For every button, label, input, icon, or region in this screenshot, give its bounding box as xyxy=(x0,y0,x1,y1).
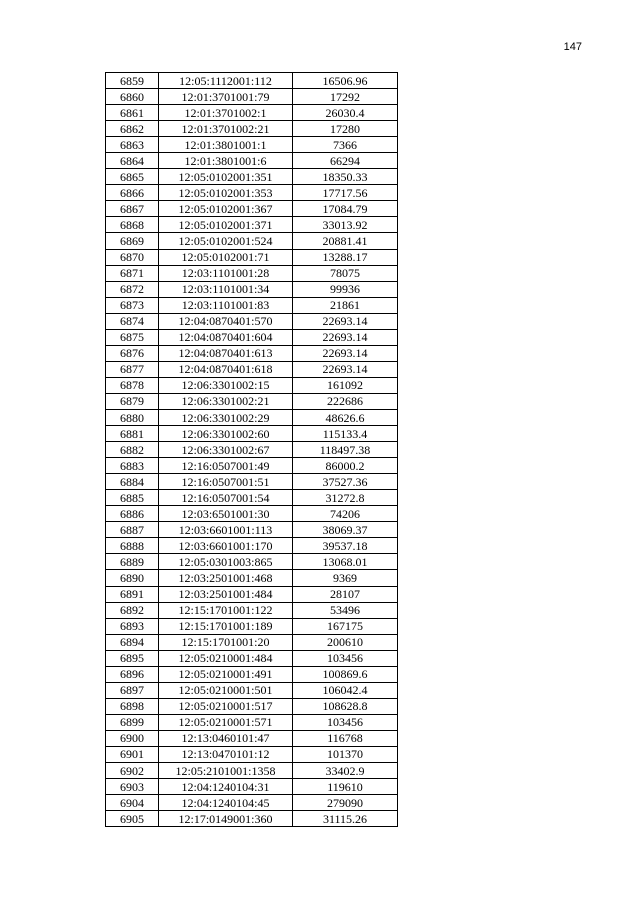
value-cell: 22693.14 xyxy=(293,329,398,345)
row-number-cell: 6873 xyxy=(106,297,159,313)
row-number-cell: 6900 xyxy=(106,730,159,746)
value-cell: 106042.4 xyxy=(293,682,398,698)
table-row xyxy=(106,730,398,746)
value-cell: 17292 xyxy=(293,89,398,105)
row-number-cell: 6877 xyxy=(106,361,159,377)
table-row xyxy=(106,265,398,281)
row-number-cell: 6899 xyxy=(106,714,159,730)
value-cell: 26030.4 xyxy=(293,105,398,121)
value-cell: 38069.37 xyxy=(293,522,398,538)
table-body xyxy=(106,73,398,827)
cadastral-number-cell: 12:05:0102001:524 xyxy=(159,233,293,249)
table-row xyxy=(106,297,398,313)
row-number-cell: 6859 xyxy=(106,73,159,89)
cadastral-number-cell: 12:03:6601001:170 xyxy=(159,538,293,554)
cadastral-number-cell: 12:06:3301002:67 xyxy=(159,442,293,458)
table-row xyxy=(106,714,398,730)
table-row xyxy=(106,763,398,779)
value-cell: 22693.14 xyxy=(293,361,398,377)
value-cell: 222686 xyxy=(293,393,398,409)
row-number-cell: 6868 xyxy=(106,217,159,233)
table-row xyxy=(106,153,398,169)
row-number-cell: 6865 xyxy=(106,169,159,185)
row-number-cell: 6880 xyxy=(106,409,159,425)
cadastral-number-cell: 12:04:1240104:45 xyxy=(159,795,293,811)
cadastral-number-cell: 12:06:3301002:29 xyxy=(159,409,293,425)
cadastral-number-cell: 12:03:1101001:28 xyxy=(159,265,293,281)
row-number-cell: 6889 xyxy=(106,554,159,570)
value-cell: 9369 xyxy=(293,570,398,586)
value-cell: 48626.6 xyxy=(293,409,398,425)
table-row xyxy=(106,634,398,650)
row-number-cell: 6861 xyxy=(106,105,159,121)
data-table xyxy=(105,72,398,827)
cadastral-number-cell: 12:05:0210001:571 xyxy=(159,714,293,730)
cadastral-number-cell: 12:01:3701002:1 xyxy=(159,105,293,121)
value-cell: 18350.33 xyxy=(293,169,398,185)
value-cell: 103456 xyxy=(293,650,398,666)
row-number-cell: 6872 xyxy=(106,281,159,297)
value-cell: 103456 xyxy=(293,714,398,730)
page-number: 147 xyxy=(563,41,582,53)
value-cell: 161092 xyxy=(293,377,398,393)
row-number-cell: 6903 xyxy=(106,779,159,795)
row-number-cell: 6895 xyxy=(106,650,159,666)
row-number-cell: 6864 xyxy=(106,153,159,169)
row-number-cell: 6866 xyxy=(106,185,159,201)
row-number-cell: 6905 xyxy=(106,811,159,827)
cadastral-number-cell: 12:05:0301003:865 xyxy=(159,554,293,570)
table-row xyxy=(106,121,398,137)
value-cell: 66294 xyxy=(293,153,398,169)
row-number-cell: 6863 xyxy=(106,137,159,153)
table-row xyxy=(106,185,398,201)
cadastral-number-cell: 12:04:0870401:604 xyxy=(159,329,293,345)
value-cell: 17717.56 xyxy=(293,185,398,201)
value-cell: 101370 xyxy=(293,746,398,762)
value-cell: 37527.36 xyxy=(293,474,398,490)
row-number-cell: 6902 xyxy=(106,763,159,779)
value-cell: 108628.8 xyxy=(293,698,398,714)
value-cell: 22693.14 xyxy=(293,313,398,329)
table-row xyxy=(106,393,398,409)
row-number-cell: 6876 xyxy=(106,345,159,361)
value-cell: 33013.92 xyxy=(293,217,398,233)
value-cell: 167175 xyxy=(293,618,398,634)
cadastral-number-cell: 12:06:3301002:60 xyxy=(159,426,293,442)
row-number-cell: 6887 xyxy=(106,522,159,538)
value-cell: 86000.2 xyxy=(293,458,398,474)
table-row xyxy=(106,811,398,827)
value-cell: 200610 xyxy=(293,634,398,650)
row-number-cell: 6901 xyxy=(106,746,159,762)
row-number-cell: 6871 xyxy=(106,265,159,281)
cadastral-number-cell: 12:04:1240104:31 xyxy=(159,779,293,795)
cadastral-number-cell: 12:05:0210001:517 xyxy=(159,698,293,714)
value-cell: 115133.4 xyxy=(293,426,398,442)
cadastral-number-cell: 12:03:6501001:30 xyxy=(159,506,293,522)
value-cell: 116768 xyxy=(293,730,398,746)
table-row xyxy=(106,650,398,666)
row-number-cell: 6878 xyxy=(106,377,159,393)
row-number-cell: 6883 xyxy=(106,458,159,474)
value-cell: 20881.41 xyxy=(293,233,398,249)
value-cell: 33402.9 xyxy=(293,763,398,779)
cadastral-number-cell: 12:05:0210001:484 xyxy=(159,650,293,666)
row-number-cell: 6875 xyxy=(106,329,159,345)
cadastral-number-cell: 12:16:0507001:54 xyxy=(159,490,293,506)
value-cell: 16506.96 xyxy=(293,73,398,89)
cadastral-number-cell: 12:03:2501001:484 xyxy=(159,586,293,602)
cadastral-number-cell: 12:03:6601001:113 xyxy=(159,522,293,538)
value-cell: 21861 xyxy=(293,297,398,313)
table-row xyxy=(106,682,398,698)
row-number-cell: 6882 xyxy=(106,442,159,458)
row-number-cell: 6897 xyxy=(106,682,159,698)
cadastral-number-cell: 12:05:0210001:491 xyxy=(159,666,293,682)
cadastral-number-cell: 12:05:0102001:371 xyxy=(159,217,293,233)
row-number-cell: 6888 xyxy=(106,538,159,554)
table-row xyxy=(106,795,398,811)
table-row xyxy=(106,506,398,522)
value-cell: 13288.17 xyxy=(293,249,398,265)
cadastral-number-cell: 12:13:0470101:12 xyxy=(159,746,293,762)
table-row xyxy=(106,602,398,618)
row-number-cell: 6869 xyxy=(106,233,159,249)
cadastral-number-cell: 12:15:1701001:122 xyxy=(159,602,293,618)
table-row xyxy=(106,73,398,89)
table-row xyxy=(106,490,398,506)
cadastral-number-cell: 12:05:0102001:351 xyxy=(159,169,293,185)
row-number-cell: 6884 xyxy=(106,474,159,490)
row-number-cell: 6862 xyxy=(106,121,159,137)
table-row xyxy=(106,570,398,586)
row-number-cell: 6881 xyxy=(106,426,159,442)
row-number-cell: 6870 xyxy=(106,249,159,265)
cadastral-number-cell: 12:17:0149001:360 xyxy=(159,811,293,827)
row-number-cell: 6898 xyxy=(106,698,159,714)
value-cell: 279090 xyxy=(293,795,398,811)
table-row xyxy=(106,329,398,345)
table-row xyxy=(106,618,398,634)
row-number-cell: 6891 xyxy=(106,586,159,602)
value-cell: 17280 xyxy=(293,121,398,137)
cadastral-number-cell: 12:04:0870401:618 xyxy=(159,361,293,377)
table-row xyxy=(106,169,398,185)
cadastral-number-cell: 12:01:3801001:1 xyxy=(159,137,293,153)
row-number-cell: 6890 xyxy=(106,570,159,586)
value-cell: 7366 xyxy=(293,137,398,153)
table-row xyxy=(106,779,398,795)
cadastral-number-cell: 12:03:1101001:83 xyxy=(159,297,293,313)
table-row xyxy=(106,345,398,361)
table-row xyxy=(106,233,398,249)
table-row xyxy=(106,313,398,329)
value-cell: 22693.14 xyxy=(293,345,398,361)
cadastral-number-cell: 12:04:0870401:570 xyxy=(159,313,293,329)
table-row xyxy=(106,538,398,554)
value-cell: 99936 xyxy=(293,281,398,297)
row-number-cell: 6867 xyxy=(106,201,159,217)
row-number-cell: 6904 xyxy=(106,795,159,811)
row-number-cell: 6893 xyxy=(106,618,159,634)
value-cell: 119610 xyxy=(293,779,398,795)
cadastral-number-cell: 12:03:1101001:34 xyxy=(159,281,293,297)
table-row xyxy=(106,458,398,474)
cadastral-number-cell: 12:15:1701001:189 xyxy=(159,618,293,634)
value-cell: 78075 xyxy=(293,265,398,281)
row-number-cell: 6860 xyxy=(106,89,159,105)
value-cell: 31272.8 xyxy=(293,490,398,506)
row-number-cell: 6894 xyxy=(106,634,159,650)
table-row xyxy=(106,554,398,570)
table-row xyxy=(106,361,398,377)
table-row xyxy=(106,442,398,458)
table-row xyxy=(106,105,398,121)
value-cell: 39537.18 xyxy=(293,538,398,554)
cadastral-number-cell: 12:15:1701001:20 xyxy=(159,634,293,650)
cadastral-number-cell: 12:05:0102001:367 xyxy=(159,201,293,217)
table-row xyxy=(106,89,398,105)
value-cell: 53496 xyxy=(293,602,398,618)
row-number-cell: 6892 xyxy=(106,602,159,618)
value-cell: 74206 xyxy=(293,506,398,522)
value-cell: 28107 xyxy=(293,586,398,602)
cadastral-number-cell: 12:13:0460101:47 xyxy=(159,730,293,746)
cadastral-number-cell: 12:01:3701002:21 xyxy=(159,121,293,137)
value-cell: 31115.26 xyxy=(293,811,398,827)
cadastral-number-cell: 12:01:3801001:6 xyxy=(159,153,293,169)
cadastral-number-cell: 12:06:3301002:21 xyxy=(159,393,293,409)
cadastral-number-cell: 12:16:0507001:49 xyxy=(159,458,293,474)
cadastral-number-cell: 12:16:0507001:51 xyxy=(159,474,293,490)
row-number-cell: 6879 xyxy=(106,393,159,409)
cadastral-number-cell: 12:03:2501001:468 xyxy=(159,570,293,586)
table-row xyxy=(106,426,398,442)
cadastral-number-cell: 12:05:0102001:71 xyxy=(159,249,293,265)
table-row xyxy=(106,474,398,490)
cadastral-number-cell: 12:01:3701001:79 xyxy=(159,89,293,105)
row-number-cell: 6896 xyxy=(106,666,159,682)
value-cell: 13068.01 xyxy=(293,554,398,570)
table-row xyxy=(106,746,398,762)
row-number-cell: 6885 xyxy=(106,490,159,506)
table-row xyxy=(106,377,398,393)
value-cell: 17084.79 xyxy=(293,201,398,217)
value-cell: 118497.38 xyxy=(293,442,398,458)
cadastral-number-cell: 12:05:0210001:501 xyxy=(159,682,293,698)
cadastral-number-cell: 12:05:2101001:1358 xyxy=(159,763,293,779)
table-row xyxy=(106,522,398,538)
table-row xyxy=(106,698,398,714)
table-row xyxy=(106,666,398,682)
table-row xyxy=(106,281,398,297)
row-number-cell: 6874 xyxy=(106,313,159,329)
value-cell: 100869.6 xyxy=(293,666,398,682)
cadastral-number-cell: 12:05:0102001:353 xyxy=(159,185,293,201)
table-row xyxy=(106,409,398,425)
cadastral-number-cell: 12:06:3301002:15 xyxy=(159,377,293,393)
table-row xyxy=(106,249,398,265)
table-row xyxy=(106,217,398,233)
table-row xyxy=(106,137,398,153)
cadastral-number-cell: 12:05:1112001:112 xyxy=(159,73,293,89)
row-number-cell: 6886 xyxy=(106,506,159,522)
cadastral-number-cell: 12:04:0870401:613 xyxy=(159,345,293,361)
table-row xyxy=(106,201,398,217)
table-row xyxy=(106,586,398,602)
